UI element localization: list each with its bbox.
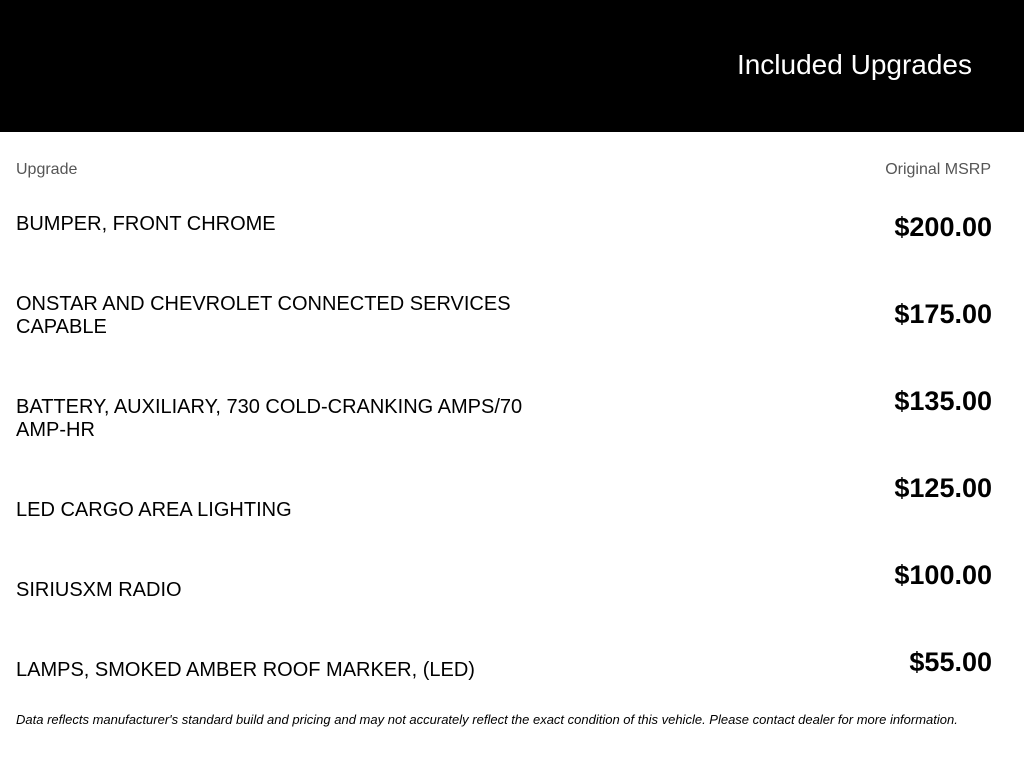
upgrade-name: ONSTAR AND CHEVROLET CONNECTED SERVICES CAPABLE bbox=[16, 293, 511, 338]
upgrade-price: $135.00 bbox=[894, 386, 992, 416]
upgrade-name: LED CARGO AREA LIGHTING bbox=[16, 499, 292, 521]
upgrade-name: LAMPS, SMOKED AMBER ROOF MARKER, (LED) bbox=[16, 659, 475, 681]
upgrade-name: BUMPER, FRONT CHROME bbox=[16, 213, 276, 235]
upgrade-price: $100.00 bbox=[894, 560, 992, 590]
column-header-msrp: Original MSRP bbox=[885, 161, 991, 178]
upgrade-price: $175.00 bbox=[894, 299, 992, 329]
column-header-upgrade: Upgrade bbox=[16, 161, 78, 178]
page-title: Included Upgrades bbox=[736, 49, 972, 80]
header-banner bbox=[0, 0, 1024, 132]
disclaimer-text: Data reflects manufacturer's standard build and pricing and may not accurately reflect the exact condition of this vehicle. Please contact dealer for more information. bbox=[16, 712, 958, 727]
upgrade-price: $200.00 bbox=[894, 212, 992, 242]
upgrade-name: BATTERY, AUXILIARY, 730 COLD-CRANKING AMPS/70 AMP-HR bbox=[16, 396, 523, 441]
upgrade-name: SIRIUSXM RADIO bbox=[16, 579, 182, 601]
upgrade-price: $125.00 bbox=[894, 473, 992, 503]
upgrade-price: $55.00 bbox=[909, 647, 992, 677]
